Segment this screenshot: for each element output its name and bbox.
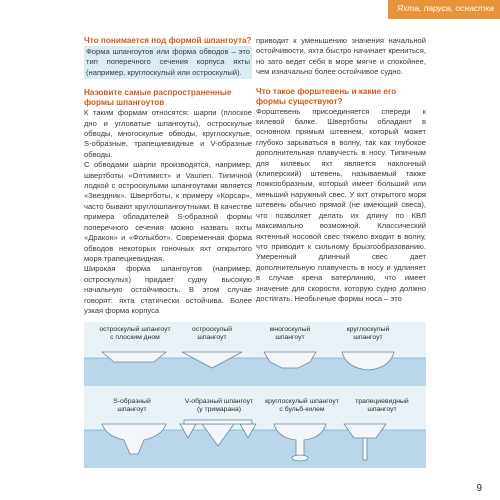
hull-sections-drawing: [84, 322, 426, 468]
trimaran-deck: [184, 420, 252, 424]
question-hull-form: Что понимается под формой шпангоута?: [84, 36, 252, 45]
answer-hull-form: Форма шпангоутов или форма обводов – это тип поперечного сечения корпуса яхты (например, круглоскулый или остроскулый).: [84, 46, 252, 79]
label-v-trimaran: V-образный шпангоут (у тримарана): [184, 398, 254, 413]
label-bulb-keel: круглоскулый шпангоут с бульб-килем: [265, 398, 339, 413]
paragraph-stability: Широкая форма шпангоутов (например, остроскулых) придает судну высокую начальную остойчивость. В этом случае говорят: яхта статически остойчива. Более узкая форма корпуса: [84, 264, 252, 315]
question-common-forms: Назовите самые распространенные формы шпангоутов: [84, 88, 232, 108]
paragraph-examples: С обводами шарпи производятся, например, швертботы «Оптимист» и Vaurien. Типичной лодкой с остроскулыми шпангоутами является «Звездник». Швертботы, к примеру «Корсар», часто бывают круглошпангоутными. В качестве примера обладателей S-образной формы поперечного сечения можно назвать яхты «Дракон» и «Фолькбот». Современная форма обводов некоторых гоночных яхт открытого моря трапециевидная.: [84, 160, 252, 263]
hull-sections-figure: [84, 322, 426, 468]
running-header: Яхта, парусa, оснастка: [397, 3, 494, 13]
label-round-bilge: круглоскулый шпангоут: [346, 326, 390, 341]
label-chine-flat: остроскулый шпангоут с плоским дном: [99, 326, 171, 341]
right-column: [256, 36, 426, 304]
page-header-band: [388, 0, 500, 19]
label-s-shape: S-образный шпангоут: [113, 398, 151, 413]
paragraph-stem: Форштевень присоединяется спереди к килевой балке. Швертботы обладают в основном прямым штевнем, который может глубоко зарываться в волну, так как глубокое дополнительная плавучесть в носу. Типичным для килевых яхт является наклонный (клиперский) штевень, называемый также ложкообразным, который имеет больший или меньший наружный свес. У яхт открытого моря штевень обычно прямой (не имеющий свеса), что позволяет делать их длину по КВЛ максимально возможной. Классический яхтенный носовой свес тяжело входит в волну, что приводит к сильному брызгообразованию. Умеренный длинный свес дает дополнительную плавучесть в носу и удлиняет в случае крена ватерлинию, что имеет значение для скорости, которую судно должно достигать. Необычные формы носа – это: [256, 106, 426, 303]
paragraph-forms-list: К таким формам относятся: шарпи (плоское дно и угловатые шпангоуты), остроскулые обводы, многоскулые обводы, круглоскулые, S-образные, трапециевидные и V-образные обводы.: [84, 108, 252, 159]
trapezoid-keel-fin: [363, 438, 367, 460]
label-chine: остроскулый шпангоут: [191, 326, 233, 341]
hull-chine-flat-bottom: [102, 352, 166, 362]
bulb: [292, 455, 308, 461]
paragraph-continuation: приводит к уменьшению значения начальной остойчивости, яхта быстро начинает крениться, но зато ведет себя в море мягче и спокойнее, чем изначально более остойчивое судно.: [256, 36, 426, 77]
question-stem: Что такое форштевень и какие его формы существуют?: [256, 86, 397, 106]
page-number: 9: [476, 483, 482, 494]
left-column: [84, 36, 252, 316]
label-trapezoid: трапециевидный шпангоут: [355, 398, 409, 413]
label-multichine: многоскулый шпангоут: [269, 326, 311, 341]
